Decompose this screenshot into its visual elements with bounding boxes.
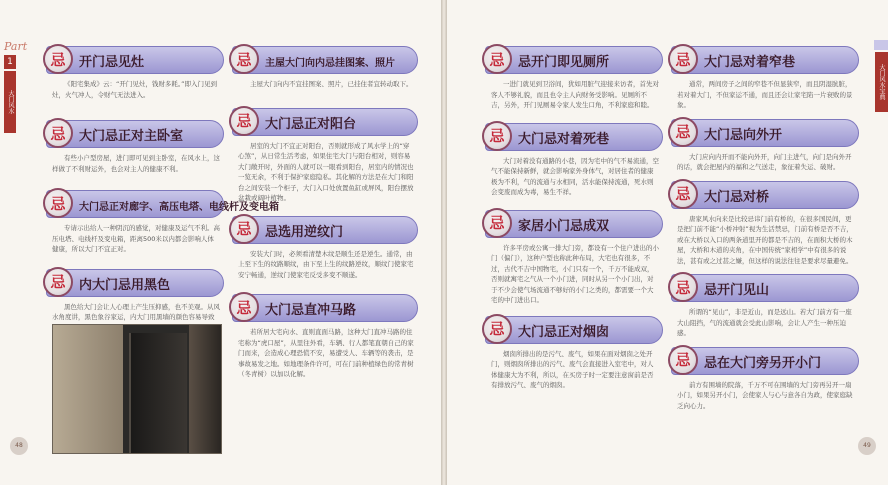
ji-badge-icon: 忌 xyxy=(43,188,73,218)
ji-badge-icon: 忌 xyxy=(668,44,698,74)
section-banner xyxy=(46,120,224,148)
section xyxy=(671,347,859,412)
section-title: 内大门忌用黑色 xyxy=(79,277,171,293)
section-banner xyxy=(671,347,859,375)
section-banner xyxy=(485,46,663,74)
section-banner xyxy=(232,46,418,74)
ji-badge-icon: 忌 xyxy=(229,106,259,136)
section xyxy=(485,210,663,306)
ji-badge-icon: 忌 xyxy=(482,121,512,151)
section-text: 一进门就见到卫浴间，犹如用脏气迎接来访者，首先对客人不够礼貌，而且也令主人向财务受影响。见厕所不吉，另外，开门见厕易令家人发生口角，不利家庭和睦。 xyxy=(491,80,659,109)
ji-badge-icon: 忌 xyxy=(482,208,512,238)
section-title: 忌在大门旁另开小门 xyxy=(704,355,822,371)
section xyxy=(485,46,663,111)
left-col-1 xyxy=(46,0,279,333)
section-title: 忌开门即见厕所 xyxy=(518,55,610,70)
right-col-1 xyxy=(485,0,663,391)
section-title: 大门忌正对烟囱 xyxy=(518,324,610,340)
section xyxy=(671,274,859,339)
section xyxy=(232,108,418,204)
section-banner xyxy=(671,119,859,147)
section xyxy=(232,216,418,281)
page-number: 48 xyxy=(10,437,28,455)
part-number: 1 xyxy=(4,55,16,69)
section-banner xyxy=(485,210,663,238)
right-col-2 xyxy=(671,0,859,411)
section-title: 大门忌正对主卧室 xyxy=(79,129,184,144)
ji-badge-icon: 忌 xyxy=(43,44,73,74)
ji-badge-icon: 忌 xyxy=(43,118,73,148)
part-word: Part xyxy=(4,40,28,53)
section-title: 大门忌对着死巷 xyxy=(518,131,610,147)
section xyxy=(671,119,859,173)
section xyxy=(485,316,663,391)
section-title: 大门忌对桥 xyxy=(704,189,770,205)
section-text: 唐家风水向来是比较忌讳门前有桥的，在很多国民间，更是把门前不能“小桥冲射”视为生活禁忌，门前有桥是否不吉，或在大桥以入口的两条道里开的都是不吉的，在面积大桥的木屋，大桥和木道的夹角，在中国传统“家相学”中有很多的说法，甚有或之过甚之嫌，但这样的说法往往是要求尽量避免。 xyxy=(677,214,853,265)
section-text: 大门应向内开而不能向外开，向门主进气，向门是向外开的话，就会把屋内的福和之气送走，象征着失运、破财。 xyxy=(677,152,852,171)
section-title: 大门忌直冲马路 xyxy=(265,303,357,318)
section xyxy=(485,123,663,198)
ji-badge-icon: 忌 xyxy=(229,44,259,74)
section-banner xyxy=(46,269,224,297)
ji-badge-icon: 忌 xyxy=(43,267,73,297)
section-text: 许多平房或公寓一排大门旁，都设有一个住户进出的小门（偏门），这种户型也称此种布局，大宅也有很多，不过，古代不吉中国物宅，小门只有一个，千万不能成双，否则就寓宅之气从一个小门进，同时从另一个小门出，对于不少会使气场流通不够好的小门之类的，都需要一个大宅的中门进出口。 xyxy=(491,243,659,304)
ji-badge-icon: 忌 xyxy=(668,179,698,209)
section xyxy=(671,46,859,111)
page-number: 49 xyxy=(858,437,876,455)
right-section-strip: 大门风水宝典 xyxy=(875,52,888,112)
section-title: 忌选用逆纹门 xyxy=(265,224,344,240)
right-tab-decoration xyxy=(874,40,888,50)
photo-door-frame xyxy=(189,325,221,453)
section-text: 黑色给大门会让人心理上产生压抑感，也不美观。从风水角度讲，黑色象谷家运，内大门用黑墙的颜色容易导致 xyxy=(52,302,220,321)
ji-badge-icon: 忌 xyxy=(668,117,698,147)
interior-doorway-photo xyxy=(52,324,222,454)
section xyxy=(46,120,224,174)
section-title: 忌开门见山 xyxy=(704,283,770,298)
section xyxy=(232,46,418,90)
section-text: 所谓的“见山”，非是近山，而是远山。若大门前方有一座大山阻挡，气的流通就会受此山影响，会让人产生一种压迫感。 xyxy=(677,308,852,337)
section-text: 专请示出给人一种阴沉的感觉，对健康及运气不利。高压电塔、电线杆及变电箱，距离500米以内都会影响人体健康，所以大门不宜正对。 xyxy=(52,224,220,253)
section-text: 若所居大宅向水、直则直面马路，这种大门直冲马路的住宅称为“虎口屋”，从里往外看，车辆、行人都笔直朝自己的家门而来，会造成心理恐慌不安，易遭受人、车辆等的袭击，是事故易发之地。如地理条件许可，可在门前种植绿色的常青树（冬青树）以加以化解。 xyxy=(238,328,414,378)
section-text: 安装大门时，必须看清楚木纹是顺生还是逆生。通常，由上至下生的纹路顺纹，由下至上生的纹路逆纹，顺纹门使家宅安宁畅通，逆纹门使家宅反受多变不顺遂。 xyxy=(238,249,414,279)
section-title: 大门忌对着窄巷 xyxy=(704,55,796,70)
photo-wall xyxy=(53,325,123,453)
section-text: 有些小户型房屋，进门即可见到主卧室，在风水上，这样做了不利财运外，也会对主人的健康不利。 xyxy=(52,154,220,173)
part-strip: 大门风水 xyxy=(4,71,16,133)
section-banner xyxy=(46,46,224,74)
ji-badge-icon: 忌 xyxy=(482,314,512,344)
section-title: 大门忌正对阳台 xyxy=(265,116,357,132)
section xyxy=(46,46,224,100)
section-title: 大门忌正对廊字、高压电塔、电线杆及变电箱 xyxy=(79,202,279,213)
section-title: 开门忌见灶 xyxy=(79,55,145,70)
section-title: 家居小门忌成双 xyxy=(518,218,610,234)
left-page xyxy=(0,0,441,485)
section-banner xyxy=(46,190,279,218)
section xyxy=(46,190,279,255)
section-text: 《阳宅集成》云：“开门见灶，钱财多耗。”即入门见到灶，火气冲人，令财气无法进入。 xyxy=(52,80,217,99)
ji-badge-icon: 忌 xyxy=(668,345,698,375)
section-text: 居室的大门不宜正对阳台，否则就形成了风水学上的“穿心煞”，从日常生活考虑，如果住宅大门与阳台相对，则容易大门敞开时，外面的人就可以一眼看到阳台，居室内的情况也一览无余，不利于保护家庭隐私。其化解的方法是在大门和阳台之间安装一个柜子，大门入口处放置鱼缸或屏风，阳台摆放盆栽或阔叶植物。 xyxy=(238,141,414,202)
section-text: 大门对着没有通路的小巷，因为宅中的气不易流通，空气不能保持新鲜，就会影响家外身体气，对居住者的健康极为不利，气的流通与水相同，活水能保持流通，死水则会变废而成为毒，易生不祥。 xyxy=(491,156,659,196)
section-text: 前方有围墙的院落，千万不可在围墙的大门旁再另开一扇小门，如果另开小门，会使家人与心与意各自为政，使家庭缺乏向心力。 xyxy=(677,380,853,410)
section-banner xyxy=(485,316,663,344)
photo-black-door xyxy=(129,333,187,453)
section-banner xyxy=(671,181,859,209)
section xyxy=(232,294,418,380)
right-page xyxy=(447,0,888,485)
section-banner xyxy=(232,108,418,136)
section-banner xyxy=(485,123,663,151)
section-title: 主屋大门向内忌挂图案、照片 xyxy=(265,58,395,69)
section xyxy=(671,181,859,267)
section-banner xyxy=(232,216,418,244)
ji-badge-icon: 忌 xyxy=(668,272,698,302)
section-banner xyxy=(671,274,859,302)
section-text: 通常，两间房子之间的窄巷不但显狭窄，而且阴湿肮脏，若对着大门，不但家运不通，而且还会让家宅陷一片衰败的景象。 xyxy=(677,80,853,109)
ji-badge-icon: 忌 xyxy=(229,214,259,244)
left-col-2 xyxy=(232,0,418,380)
ji-badge-icon: 忌 xyxy=(229,292,259,322)
section-text: 主屋大门向内不宜挂图案、照片，已挂住者宜转动取下。 xyxy=(250,80,413,88)
section-banner xyxy=(671,46,859,74)
part-marker xyxy=(4,40,28,133)
section-title: 大门忌向外开 xyxy=(704,127,783,143)
ji-badge-icon: 忌 xyxy=(482,44,512,74)
section-text: 烟囱所排出的是污气、废气，如果在面对烟囱之处开门，则烟囱所排出的污气、废气会直接进入室宅中，对人体健康大为不利，所以，在买房子时一定要注意窗前是否有排放污气、废气的烟囱。 xyxy=(491,349,654,389)
section-banner xyxy=(232,294,418,322)
